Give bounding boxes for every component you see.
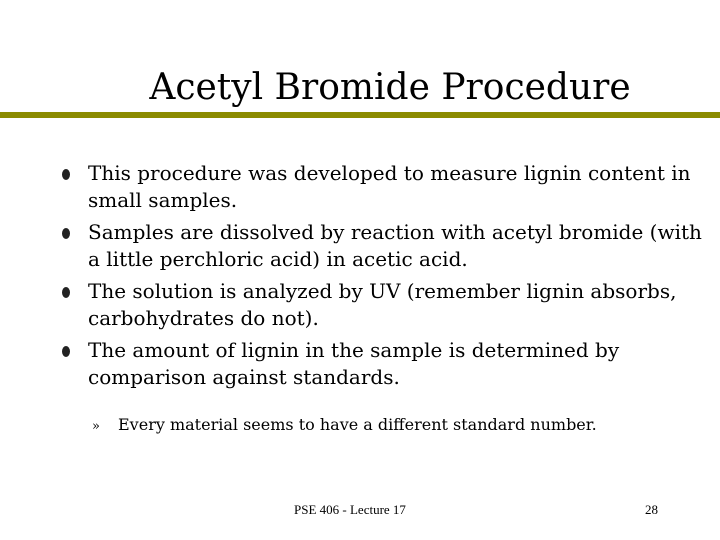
sub-bullet [92, 414, 692, 438]
bullet-dot-icon [62, 228, 70, 239]
bullet-text: The solution is analyzed by UV (remember lignin absorbs, carbohydrates do not). [88, 279, 677, 330]
sub-bullet-marker: » [92, 419, 100, 434]
bullet-item [62, 337, 702, 391]
slide-title: Acetyl Bromide Procedure [149, 67, 631, 108]
footer-text: PSE 406 - Lecture 17 [294, 502, 406, 517]
bullet-list [62, 160, 702, 396]
title-divider [0, 112, 720, 118]
bullet-dot-icon [62, 169, 70, 180]
bullet-text: This procedure was developed to measure lignin content in small samples. [88, 161, 691, 212]
page-number: 28 [645, 502, 658, 517]
bullet-dot-icon [62, 346, 70, 357]
bullet-dot-icon [62, 287, 70, 298]
bullet-text: Samples are dissolved by reaction with acetyl bromide (with a little perchloric acid) in acetic acid. [88, 220, 702, 271]
bullet-item [62, 278, 702, 332]
bullet-item [62, 160, 702, 214]
bullet-text: The amount of lignin in the sample is determined by comparison against standards. [88, 338, 620, 389]
bullet-item [62, 219, 702, 273]
sub-bullet-text: Every material seems to have a different standard number. [118, 415, 597, 434]
